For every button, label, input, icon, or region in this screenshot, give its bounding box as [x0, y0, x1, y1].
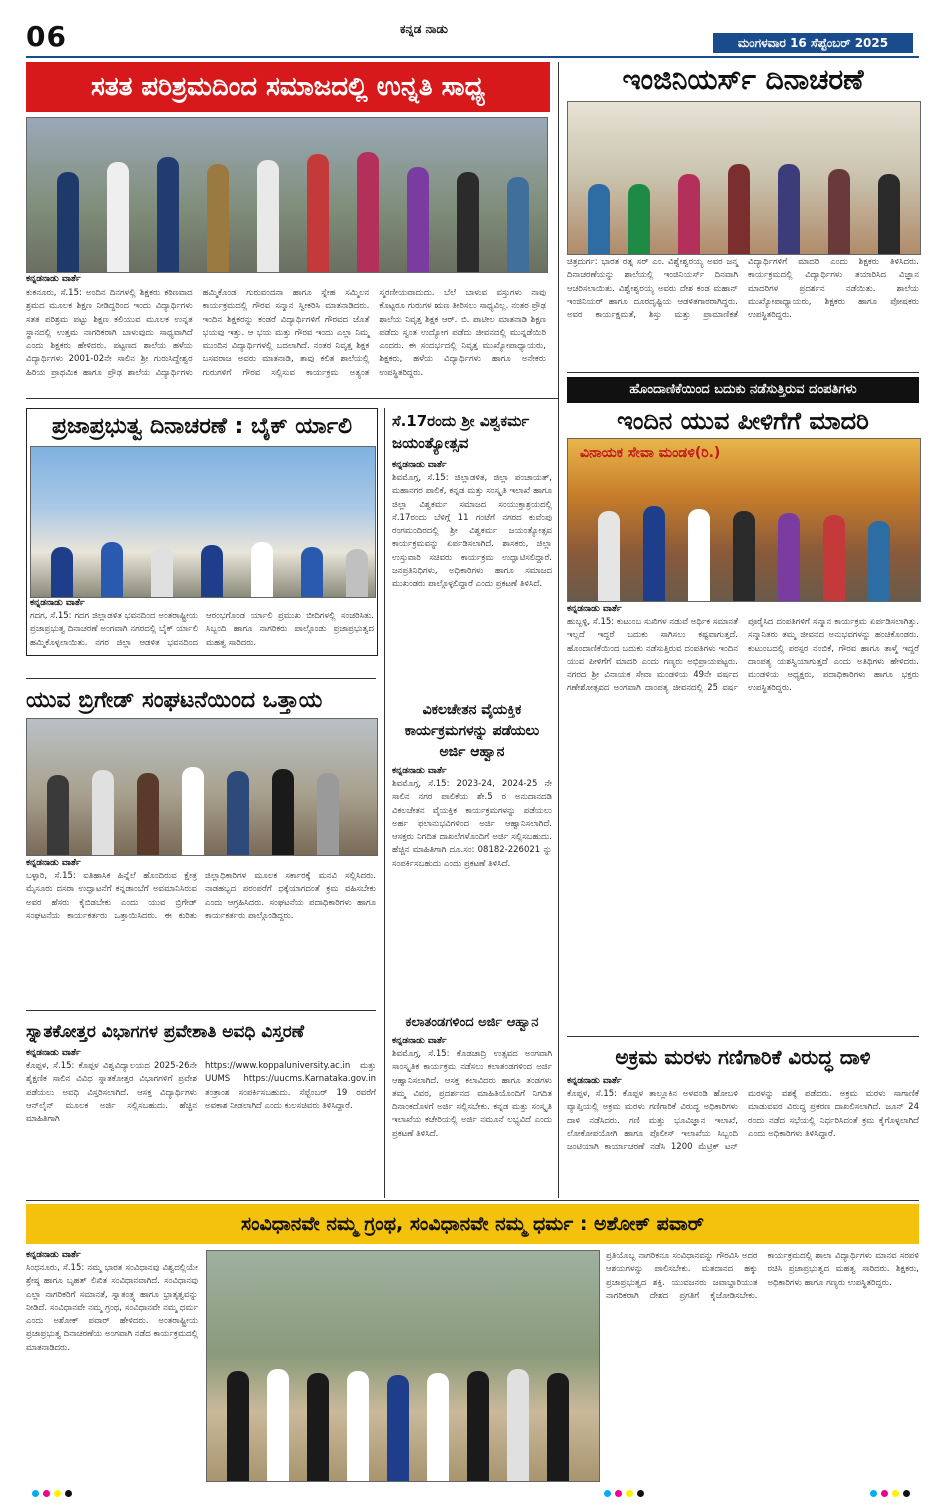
story3-headline: ಪ್ರಜಾಪ್ರಭುತ್ವ ದಿನಾಚರಣೆ : ಬೈಕ್ ರ್ಯಾಲಿ: [51, 414, 352, 439]
story11-body-right: ಪ್ರತಿಯೊಬ್ಬ ನಾಗರಿಕನೂ ಸಂವಿಧಾನವನ್ನು ಗೌರವಿಸಿ ಅದರ ಆಶಯಗಳನ್ನು ಪಾಲಿಸಬೇಕು. ಮತದಾನದ ಹಕ್ಕು ಪ್ರಜಾಪ್ರಭುತ್ವದ ಶಕ್ತಿ. ಯುವಜನರು ಜವಾಬ್ದಾರಿಯುತ ನಾಗರಿಕರಾಗಿ ದೇಶದ ಪ್ರಗತಿಗೆ ಕೈಜೋಡಿಸಬೇಕು. ಕಾರ್ಯಕ್ರಮದಲ್ಲಿ ಶಾಲಾ ವಿದ್ಯಾರ್ಥಿಗಳು ಮಾನವ ಸರಪಳಿ ರಚಿಸಿ ಪ್ರಜಾಪ್ರಭುತ್ವದ ಮಹತ್ವ ಸಾರಿದರು. ಶಿಕ್ಷಕರು, ಅಧಿಕಾರಿಗಳು ಹಾಗೂ ಗಣ್ಯರು ಉಪಸ್ಥಿತರಿದ್ದರು.: [606, 1251, 919, 1301]
story9-byline: ಕನ್ನಡನಾಡು ವಾರ್ತೆ: [26, 1048, 81, 1058]
story5-photo: [567, 438, 921, 602]
story8-body: ಶಿವಮೊಗ್ಗ, ಸೆ.15: ಕೊಡಚಾದ್ರಿ ಉತ್ಸವದ ಅಂಗವಾಗಿ ಸಾಂಸ್ಕೃತಿಕ ಕಾರ್ಯಕ್ರಮ ನಡೆಸಲು ಕಲಾತಂಡಗಳಿಂದ ಅರ್ಜಿ ಆಹ್ವಾನಿಸಲಾಗಿದೆ. ಆಸಕ್ತ ಕಲಾವಿದರು ಹಾಗೂ ತಂಡಗಳು ತಮ್ಮ ವಿವರ, ಪ್ರದರ್ಶನದ ಮಾಹಿತಿಯೊಂದಿಗೆ ನಿಗದಿತ ದಿನಾಂಕದೊಳಗೆ ಅರ್ಜಿ ಸಲ್ಲಿಸಬೇಕು. ಕನ್ನಡ ಮತ್ತು ಸಂಸ್ಕೃತಿ ಇಲಾಖೆಯ ಕಚೇರಿಯಲ್ಲಿ ಅರ್ಜಿ ನಮೂನೆ ಲಭ್ಯವಿದೆ ಎಂದು ಪ್ರಕಟಣೆ ತಿಳಿಸಿದೆ.: [392, 1049, 552, 1139]
registration-marks-center: [604, 1490, 644, 1497]
column-rule: [26, 1200, 919, 1201]
story2-headline: ಇಂಜಿನಿಯರ್ಸ್ ದಿನಾಚರಣೆ: [622, 63, 864, 96]
story7-headline: ವಿಕಲಚೇತನ ವೈಯಕ್ತಿಕ ಕಾರ್ಯಕ್ರಮಗಳನ್ನು ಪಡೆಯಲು ಅರ್ಜಿ ಆಹ್ವಾನ: [404, 702, 540, 760]
story5-banner: ವಿನಾಯಕ ಸೇವಾ ಮಂಡಳಿ(ರಿ.): [580, 445, 721, 461]
story3-byline: ಕನ್ನಡನಾಡು ವಾರ್ತೆ: [30, 598, 85, 608]
story6-photo: [26, 718, 378, 856]
registration-marks-left: [32, 1490, 72, 1497]
story9-body: ಕೊಪ್ಪಳ, ಸೆ.15: ಕೊಪ್ಪಳ ವಿಶ್ವವಿದ್ಯಾಲಯದ 2025-26ನೇ ಶೈಕ್ಷಣಿಕ ಸಾಲಿನ ವಿವಿಧ ಸ್ನಾತಕೋತ್ತರ ವಿಭಾಗಗಳಿಗೆ ಪ್ರವೇಶ ಪಡೆಯಲು ಅವಧಿ ವಿಸ್ತರಿಸಲಾಗಿದೆ. ಆಸಕ್ತ ವಿದ್ಯಾರ್ಥಿಗಳು ಆನ್‌ಲೈನ್ ಮೂಲಕ ಅರ್ಜಿ ಸಲ್ಲಿಸಬಹುದು. ಹೆಚ್ಚಿನ ಮಾಹಿತಿಗಾಗಿ https://www.koppaluniversity.ac.in ಮತ್ತು UUMS https://uucms.Karnataka.gov.in ತಂತ್ರಾಂಶ ಸಂಪರ್ಕಿಸಬಹುದು. ಸೆಪ್ಟೆಂಬರ್ 19 ರವರೆಗೆ ಅವಕಾಶ ನೀಡಲಾಗಿದೆ ಎಂದು ಕುಲಸಚಿವರು ತಿಳಿಸಿದ್ದಾರೆ.: [26, 1061, 376, 1125]
story1-body: ಕುಕನೂರು, ಸೆ.15: ಅಂದಿನ ದಿನಗಳಲ್ಲಿ ಶಿಕ್ಷಕರು ಕಠಿಣವಾದ ಶ್ರಮದ ಮೂಲಕ ಶಿಕ್ಷಣ ನೀಡಿದ್ದರಿಂದ ಇಂದು ವಿದ್ಯಾರ್ಥಿಗಳು ಸತತ ಪರಿಶ್ರಮ ಪಟ್ಟು ಶಿಕ್ಷಣ ಕಲಿಯುವ ಮೂಲಕ ಉನ್ನತ ಸ್ಥಾನದಲ್ಲಿ ಉತ್ತಮ ನಾಗರಿಕರಾಗಿ ಬಾಳುವುದು ಸಾಧ್ಯವಾಗಿದೆ ಎಂದು ಶಿಕ್ಷಕರು ಹೇಳಿದರು. ಪಟ್ಟಣದ ಶಾಲೆಯ ಹಳೆಯ ವಿದ್ಯಾರ್ಥಿಗಳು 2001-02ನೇ ಸಾಲಿನ ಶ್ರೀ ಗುರುಸಿದ್ದೇಶ್ವರ ಹಿರಿಯ ಪ್ರಾಥಮಿಕ ಹಾಗೂ ಪ್ರೌಢ ಶಾಲೆಯ ವಿದ್ಯಾರ್ಥಿಗಳು ಹಮ್ಮಿಕೊಂಡ ಗುರುವಂದನಾ ಹಾಗೂ ಸ್ನೇಹ ಸಮ್ಮಿಲನ ಕಾರ್ಯಕ್ರಮದಲ್ಲಿ ಗೌರವ ಸನ್ಮಾನ ಸ್ವೀಕರಿಸಿ ಮಾತನಾಡಿದರು. ಇಂದಿನ ಶಿಕ್ಷಕರನ್ನು ಕಂಡರೆ ವಿದ್ಯಾರ್ಥಿಗಳಿಗೆ ಗೌರವದ ಜೊತೆ ಭಯವು ಇತ್ತು. ಆ ಭಯ ಮತ್ತು ಗೌರವ ಇಂದು ಎಲ್ಲಾ ನಿಮ್ಮ ಮುಂದಿನ ವಿದ್ಯಾರ್ಥಿಗಳಲ್ಲಿ ಬದಲಾಗಿದೆ. ನಂತರ ನಿವೃತ್ತ ಶಿಕ್ಷಕ ಬಸವರಾಜ ಅವರು ಮಾತನಾಡಿ, ತಾವು ಕಲಿತ ಶಾಲೆಯಲ್ಲಿ ಗುರುಗಳಿಗೆ ಗೌರವ ಸಲ್ಲಿಸುವ ಕಾರ್ಯಕ್ರಮ ಅತ್ಯಂತ ಸ್ಮರಣೀಯವಾದುದು. ಬೆಲೆ ಬಾಳುವ ವಸ್ತುಗಳು ನಾವು ಕೊಟ್ಟರೂ ಗುರುಗಳ ಋಣ ತೀರಿಸಲು ಸಾಧ್ಯವಿಲ್ಲ. ನಂತರ ಪ್ರೌಢ ಶಾಲೆಯ ನಿವೃತ್ತ ಶಿಕ್ಷಕ ಆರ್. ಬಿ. ಪಾಟೀಲ ಮಾತನಾಡಿ ಶಿಕ್ಷಣ ಪಡೆದು ಸ್ವಂತ ಉದ್ಯೋಗ ಪಡೆದು ಜೀವನದಲ್ಲಿ ಮುನ್ನಡೆಯಿರಿ ಎಂದರು. ಈ ಸಂದರ್ಭದಲ್ಲಿ ನಿವೃತ್ತ ಮುಖ್ಯೋಪಾಧ್ಯಾಯರು, ಶಿಕ್ಷಕರು, ಹಳೆಯ ವಿದ್ಯಾರ್ಥಿಗಳು ಹಾಗೂ ಅನೇಕರು ಉಪಸ್ಥಿತರಿದ್ದರು.: [26, 288, 546, 378]
column-rule: [558, 62, 559, 1198]
story4-headline: ಸೆ.17ರಂದು ಶ್ರೀ ವಿಶ್ವಕರ್ಮ ಜಯಂತ್ಯೋತ್ಸವ: [392, 412, 530, 452]
story3-body: ಗದಗ, ಸೆ.15: ಗದಗ ಜಿಲ್ಲಾಡಳಿತ ಭವನದಿಂದ ಅಂತರಾಷ್ಟ್ರೀಯ ಪ್ರಜಾಪ್ರಭುತ್ವ ದಿನಾಚರಣೆ ಅಂಗವಾಗಿ ನಗರದಲ್ಲಿ ಬೈಕ್ ರ್ಯಾಲಿ ಹಮ್ಮಿಕೊಳ್ಳಲಾಯಿತು. ನಗರ ಜಿಲ್ಲಾ ಆಡಳಿತ ಭವನದಿಂದ ಆರಂಭಗೊಂಡ ರ್ಯಾಲಿ ಪ್ರಮುಖ ಬೀದಿಗಳಲ್ಲಿ ಸಂಚರಿಸಿತು. ಸಿಬ್ಬಂದಿ ಹಾಗೂ ನಾಗರಿಕರು ಪಾಲ್ಗೊಂಡು ಪ್ರಜಾಪ್ರಭುತ್ವದ ಮಹತ್ವ ಸಾರಿದರು.: [30, 611, 374, 648]
column-rule: [26, 1010, 376, 1011]
story6-body: ಬಳ್ಳಾರಿ, ಸೆ.15: ಐತಿಹಾಸಿಕ ಹಿನ್ನೆಲೆ ಹೊಂದಿರುವ ಕ್ಷೇತ್ರ ಮೈಸೂರು ದಸರಾ ಉದ್ಘಾಟನೆಗೆ ಕನ್ನಡಾಂಬೆಗೆ ಅವಮಾನಿಸಿರುವ ಅವರ ಹೆಸರು ಕೈಬಿಡಬೇಕು ಎಂದು ಯುವ ಬ್ರಿಗೇಡ್ ಸಂಘಟನೆಯ ಕಾರ್ಯಕರ್ತರು ಒತ್ತಾಯಿಸಿದರು. ಈ ಕುರಿತು ಜಿಲ್ಲಾಧಿಕಾರಿಗಳ ಮೂಲಕ ಸರ್ಕಾರಕ್ಕೆ ಮನವಿ ಸಲ್ಲಿಸಿದರು. ನಾಡಹಬ್ಬದ ಪರಂಪರೆಗೆ ಧಕ್ಕೆಯಾಗದಂತೆ ಕ್ರಮ ವಹಿಸಬೇಕು ಎಂದು ಆಗ್ರಹಿಸಿದರು. ಸಂಘಟನೆಯ ಪದಾಧಿಕಾರಿಗಳು ಹಾಗೂ ಕಾರ್ಯಕರ್ತರು ಪಾಲ್ಗೊಂಡಿದ್ದರು.: [26, 871, 376, 921]
story11-body-left: ಸಿಂಧನೂರು, ಸೆ.15: ನಮ್ಮ ಭಾರತ ಸಂವಿಧಾನವು ವಿಶ್ವದಲ್ಲಿಯೇ ಶ್ರೇಷ್ಠ ಹಾಗೂ ಬೃಹತ್ ಲಿಖಿತ ಸಂವಿಧಾನವಾಗಿದೆ. ಸಂವಿಧಾನವು ಎಲ್ಲಾ ನಾಗರಿಕರಿಗೆ ಸಮಾನತೆ, ಸ್ವಾತಂತ್ರ್ಯ ಹಾಗೂ ಭ್ರಾತೃತ್ವವನ್ನು ನೀಡಿದೆ. ಸಂವಿಧಾನವೇ ನಮ್ಮ ಗ್ರಂಥ, ಸಂವಿಧಾನವೇ ನಮ್ಮ ಧರ್ಮ ಎಂದು ಅಶೋಕ್ ಪವಾರ್ ಹೇಳಿದರು. ಅಂತರಾಷ್ಟ್ರೀಯ ಪ್ರಜಾಪ್ರಭುತ್ವ ದಿನಾಚರಣೆಯ ಅಂಗವಾಗಿ ನಡೆದ ಕಾರ್ಯಕ್ರಮದಲ್ಲಿ ಮಾತನಾಡಿದರು.: [26, 1263, 198, 1353]
story4-byline: ಕನ್ನಡನಾಡು ವಾರ್ತೆ: [392, 460, 447, 470]
story9-headline: ಸ್ನಾತಕೋತ್ತರ ವಿಭಾಗಗಳ ಪ್ರವೇಶಾತಿ ಅವಧಿ ವಿಸ್ತರಣೆ: [26, 1022, 305, 1042]
story10-byline: ಕನ್ನಡನಾಡು ವಾರ್ತೆ: [567, 1076, 622, 1086]
story8-headline: ಕಲಾತಂಡಗಳಿಂದ ಅರ್ಜಿ ಆಹ್ವಾನ: [405, 1015, 539, 1030]
story5-byline: ಕನ್ನಡನಾಡು ವಾರ್ತೆ: [567, 604, 622, 614]
story2-body: ಚಿತ್ರದುರ್ಗ: ಭಾರತ ರತ್ನ ಸರ್ ಎಂ. ವಿಶ್ವೇಶ್ವರಯ್ಯ ಅವರ ಜನ್ಮ ದಿನಾಚರಣೆಯನ್ನು ಶಾಲೆಯಲ್ಲಿ ಇಂಜಿನಿಯರ್ಸ್ ದಿನವಾಗಿ ಆಚರಿಸಲಾಯಿತು. ವಿಶ್ವೇಶ್ವರಯ್ಯ ಅವರು ದೇಶ ಕಂಡ ಮಹಾನ್ ಇಂಜಿನಿಯರ್ ಹಾಗೂ ದೂರದೃಷ್ಟಿಯ ಆಡಳಿತಗಾರರಾಗಿದ್ದರು. ಅವರ ಕಾರ್ಯಕ್ಷಮತೆ, ಶಿಸ್ತು ಮತ್ತು ಪ್ರಾಮಾಣಿಕತೆ ವಿದ್ಯಾರ್ಥಿಗಳಿಗೆ ಮಾದರಿ ಎಂದು ಶಿಕ್ಷಕರು ತಿಳಿಸಿದರು. ಕಾರ್ಯಕ್ರಮದಲ್ಲಿ ವಿದ್ಯಾರ್ಥಿಗಳು ತಯಾರಿಸಿದ ವಿಜ್ಞಾನ ಮಾದರಿಗಳ ಪ್ರದರ್ಶನ ನಡೆಯಿತು. ಶಾಲೆಯ ಮುಖ್ಯೋಪಾಧ್ಯಾಯರು, ಶಿಕ್ಷಕರು ಹಾಗೂ ಪೋಷಕರು ಉಪಸ್ಥಿತರಿದ್ದರು.: [567, 257, 919, 321]
story8-byline: ಕನ್ನಡನಾಡು ವಾರ್ತೆ: [392, 1036, 447, 1046]
column-rule: [26, 678, 376, 679]
story10-body: ಕೊಪ್ಪಳ, ಸೆ.15: ಕೊಪ್ಪಳ ತಾಲ್ಲೂಕಿನ ಅಳವಂಡಿ ಹೋಬಳಿ ವ್ಯಾಪ್ತಿಯಲ್ಲಿ ಅಕ್ರಮ ಮರಳು ಗಣಿಗಾರಿಕೆ ವಿರುದ್ಧ ಅಧಿಕಾರಿಗಳು ದಾಳಿ ನಡೆಸಿದರು. ಗಣಿ ಮತ್ತು ಭೂವಿಜ್ಞಾನ ಇಲಾಖೆ, ಲೋಕೋಪಯೋಗಿ ಹಾಗೂ ಪೊಲೀಸ್ ಇಲಾಖೆಯ ಸಿಬ್ಬಂದಿ ಜಂಟಿಯಾಗಿ ಕಾರ್ಯಾಚರಣೆ ನಡೆಸಿ 1200 ಮೆಟ್ರಿಕ್ ಟನ್ ಮರಳನ್ನು ವಶಕ್ಕೆ ಪಡೆದರು. ಅಕ್ರಮ ಮರಳು ಸಾಗಾಣಿಕೆ ಮಾಡುವವರ ವಿರುದ್ಧ ಪ್ರಕರಣ ದಾಖಲಿಸಲಾಗಿದೆ. ಜೂನ್ 24 ರಂದು ನಡೆದ ಸಭೆಯಲ್ಲಿ ನಿರ್ಧರಿಸಿದಂತೆ ಕ್ರಮ ಕೈಗೊಳ್ಳಲಾಗಿದೆ ಎಂದು ಅಧಿಕಾರಿಗಳು ತಿಳಿಸಿದ್ದಾರೆ.: [567, 1089, 919, 1153]
story7-byline: ಕನ್ನಡನಾಡು ವಾರ್ತೆ: [392, 766, 447, 776]
page-number: 06: [26, 20, 67, 53]
story1-photo: [26, 117, 548, 273]
story10-headline: ಅಕ್ರಮ ಮರಳು ಗಣಿಗಾರಿಕೆ ವಿರುದ್ಧ ದಾಳಿ: [615, 1045, 871, 1069]
story3-photo: [30, 446, 376, 598]
header-rule: [26, 56, 919, 58]
story6-byline: ಕನ್ನಡನಾಡು ವಾರ್ತೆ: [26, 858, 81, 868]
story7-body: ಶಿವಮೊಗ್ಗ, ಸೆ.15: 2023-24, 2024-25 ನೇ ಸಾಲಿನ ನಗರ ಪಾಲಿಕೆಯ ಶೇ.5 ರ ಅನುದಾನದಡಿ ವಿಕಲಚೇತನ ವೈಯಕ್ತಿಕ ಕಾರ್ಯಕ್ರಮಗಳನ್ನು ಪಡೆಯಲು ಅರ್ಹ ಫಲಾನುಭವಿಗಳಿಂದ ಅರ್ಜಿ ಆಹ್ವಾನಿಸಲಾಗಿದೆ. ಆಸಕ್ತರು ನಿಗದಿತ ದಾಖಲೆಗಳೊಂದಿಗೆ ಅರ್ಜಿ ಸಲ್ಲಿಸಬಹುದು. ಹೆಚ್ಚಿನ ಮಾಹಿತಿಗಾಗಿ ದೂ.ಸಂ: 08182-226021 ನ್ನು ಸಂಪರ್ಕಿಸಬಹುದು ಎಂದು ಪ್ರಕಟಣೆ ತಿಳಿಸಿದೆ.: [392, 779, 552, 869]
story6-headline: ಯುವ ಬ್ರಿಗೇಡ್ ಸಂಘಟನೆಯಿಂದ ಒತ್ತಾಯ: [26, 688, 323, 713]
story2-photo: [567, 101, 921, 255]
story5-body: ಹುಬ್ಬಳ್ಳಿ, ಸೆ.15: ಕುಟುಂಬ ಸುಖಿಗಳ ನಡುವೆ ಅರ್ಥಿಕ ಸಮಾನತೆ ಇಲ್ಲದೆ ಇದ್ದರೆ ಬದುಕು ಸಾಗಿಸಲು ಕಷ್ಟವಾಗುತ್ತದೆ. ಹೊಂದಾಣಿಕೆಯಿಂದ ಬದುಕು ನಡೆಸುತ್ತಿರುವ ದಂಪತಿಗಳು ಇಂದಿನ ಯುವ ಪೀಳಿಗೆಗೆ ಮಾದರಿ ಎಂದು ಗಣ್ಯರು ಅಭಿಪ್ರಾಯಪಟ್ಟರು. ನಗರದ ಶ್ರೀ ವಿನಾಯಕ ಸೇವಾ ಮಂಡಳಿಯ 49ನೇ ವರ್ಷದ ಗಣೇಶೋತ್ಸವದ ಅಂಗವಾಗಿ ದಾಂಪತ್ಯ ಜೀವನದಲ್ಲಿ 25 ವರ್ಷ ಪೂರೈಸಿದ ದಂಪತಿಗಳಿಗೆ ಸನ್ಮಾನ ಕಾರ್ಯಕ್ರಮ ಏರ್ಪಡಿಸಲಾಗಿತ್ತು. ಸನ್ಮಾನಿತರು ತಮ್ಮ ಜೀವನದ ಅನುಭವಗಳನ್ನು ಹಂಚಿಕೊಂಡರು. ಕುಟುಂಬದಲ್ಲಿ ಪರಸ್ಪರ ನಂಬಿಕೆ, ಗೌರವ ಹಾಗೂ ತಾಳ್ಮೆ ಇದ್ದರೆ ದಾಂಪತ್ಯ ಯಶಸ್ವಿಯಾಗುತ್ತದೆ ಎಂದು ಅತಿಥಿಗಳು ಹೇಳಿದರು. ಮಂಡಳಿಯ ಅಧ್ಯಕ್ಷರು, ಪದಾಧಿಕಾರಿಗಳು ಹಾಗೂ ಭಕ್ತರು ಉಪಸ್ಥಿತರಿದ್ದರು.: [567, 617, 919, 694]
column-rule: [567, 1036, 919, 1037]
story4-body: ಶಿವಮೊಗ್ಗ, ಸೆ.15: ಜಿಲ್ಲಾಡಳಿತ, ಜಿಲ್ಲಾ ಪಂಚಾಯತ್, ಮಹಾನಗರ ಪಾಲಿಕೆ, ಕನ್ನಡ ಮತ್ತು ಸಂಸ್ಕೃತಿ ಇಲಾಖೆ ಹಾಗೂ ಜಿಲ್ಲಾ ವಿಶ್ವಕರ್ಮ ಸಮಾಜದ ಸಂಯುಕ್ತಾಶ್ರಯದಲ್ಲಿ ಸೆ.17ರಂದು ಬೆಳಿಗ್ಗೆ 11 ಗಂಟೆಗೆ ನಗರದ ಕುವೆಂಪು ರಂಗಮಂದಿರದಲ್ಲಿ ಶ್ರೀ ವಿಶ್ವಕರ್ಮ ಜಯಂತ್ಯೋತ್ಸವ ಕಾರ್ಯಕ್ರಮವನ್ನು ಏರ್ಪಡಿಸಲಾಗಿದೆ. ಶಾಸಕರು, ಜಿಲ್ಲಾ ಉಸ್ತುವಾರಿ ಸಚಿವರು ಕಾರ್ಯಕ್ರಮ ಉದ್ಘಾಟಿಸಲಿದ್ದಾರೆ. ಜನಪ್ರತಿನಿಧಿಗಳು, ಅಧಿಕಾರಿಗಳು ಹಾಗೂ ಸಮಾಜದ ಮುಖಂಡರು ಪಾಲ್ಗೊಳ್ಳಲಿದ್ದಾರೆ ಎಂದು ಪ್ರಕಟಣೆ ತಿಳಿಸಿದೆ.: [392, 473, 552, 590]
masthead: ಕನ್ನಡ ನಾಡು: [400, 22, 448, 36]
story1-headline: ಸತತ ಪರಿಶ್ರಮದಿಂದ ಸಮಾಜದಲ್ಲಿ ಉನ್ನತಿ ಸಾಧ್ಯ: [26, 62, 550, 112]
column-rule: [384, 408, 385, 1198]
column-rule: [567, 372, 919, 373]
story11-photo: [206, 1250, 600, 1482]
date-box: ಮಂಗಳವಾರ 16 ಸೆಪ್ಟೆಂಬರ್ 2025: [713, 33, 913, 53]
story11-byline: ಕನ್ನಡನಾಡು ವಾರ್ತೆ: [26, 1250, 81, 1260]
column-rule: [26, 398, 558, 399]
story11-headline: ಸಂವಿಧಾನವೇ ನಮ್ಮ ಗ್ರಂಥ, ಸಂವಿಧಾನವೇ ನಮ್ಮ ಧರ್ಮ : ಅಶೋಕ್ ಪವಾರ್: [26, 1204, 919, 1244]
story5-kicker: ಹೊಂದಾಣಿಕೆಯಿಂದ ಬದುಕು ನಡೆಸುತ್ತಿರುವ ದಂಪತಿಗಳು: [567, 377, 919, 403]
story1-byline: ಕನ್ನಡನಾಡು ವಾರ್ತೆ: [26, 274, 81, 284]
registration-marks-right: [870, 1490, 910, 1497]
story5-headline: ಇಂದಿನ ಯುವ ಪೀಳಿಗೆಗೆ ಮಾದರಿ: [617, 407, 869, 435]
